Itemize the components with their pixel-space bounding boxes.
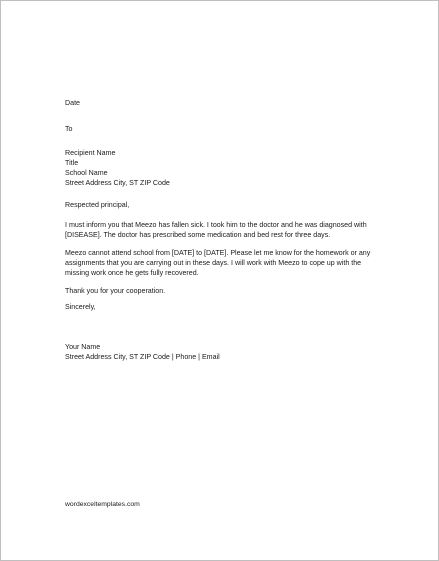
to-line: To [65, 125, 73, 134]
date-line: Date [65, 99, 80, 107]
recipient-title: Title [65, 158, 79, 167]
thanks-line: Thank you for your cooperation. [65, 286, 166, 295]
body-paragraph-2: Meezo cannot attend school from [DATE] to [DATE]. Please let me know for the homework or any assignments that you are carrying out in these days. I will work with Meezo to cope up with the missing work once he gets fully recovered. [65, 248, 371, 278]
salutation: Respected principal, [65, 200, 130, 209]
body-paragraph-1: I must inform you that Meezo has fallen sick. I took him to the doctor and he was diagnosed with [DISEASE]. The doctor has prescribed some medication and bed rest for three days. [65, 221, 367, 240]
recipient-block [65, 148, 385, 189]
letter-body [65, 98, 385, 363]
sender-block [65, 342, 385, 363]
sender-name: Your Name [65, 343, 101, 352]
footer-watermark: wordexceltemplates.com [65, 501, 140, 508]
recipient-name: Recipient Name [65, 148, 116, 157]
closing-line: Sincerely, [65, 302, 96, 311]
school-name: School Name [65, 169, 108, 178]
recipient-address: Street Address City, ST ZIP Code [65, 179, 170, 188]
sender-contact: Street Address City, ST ZIP Code | Phone | Email [65, 353, 220, 362]
